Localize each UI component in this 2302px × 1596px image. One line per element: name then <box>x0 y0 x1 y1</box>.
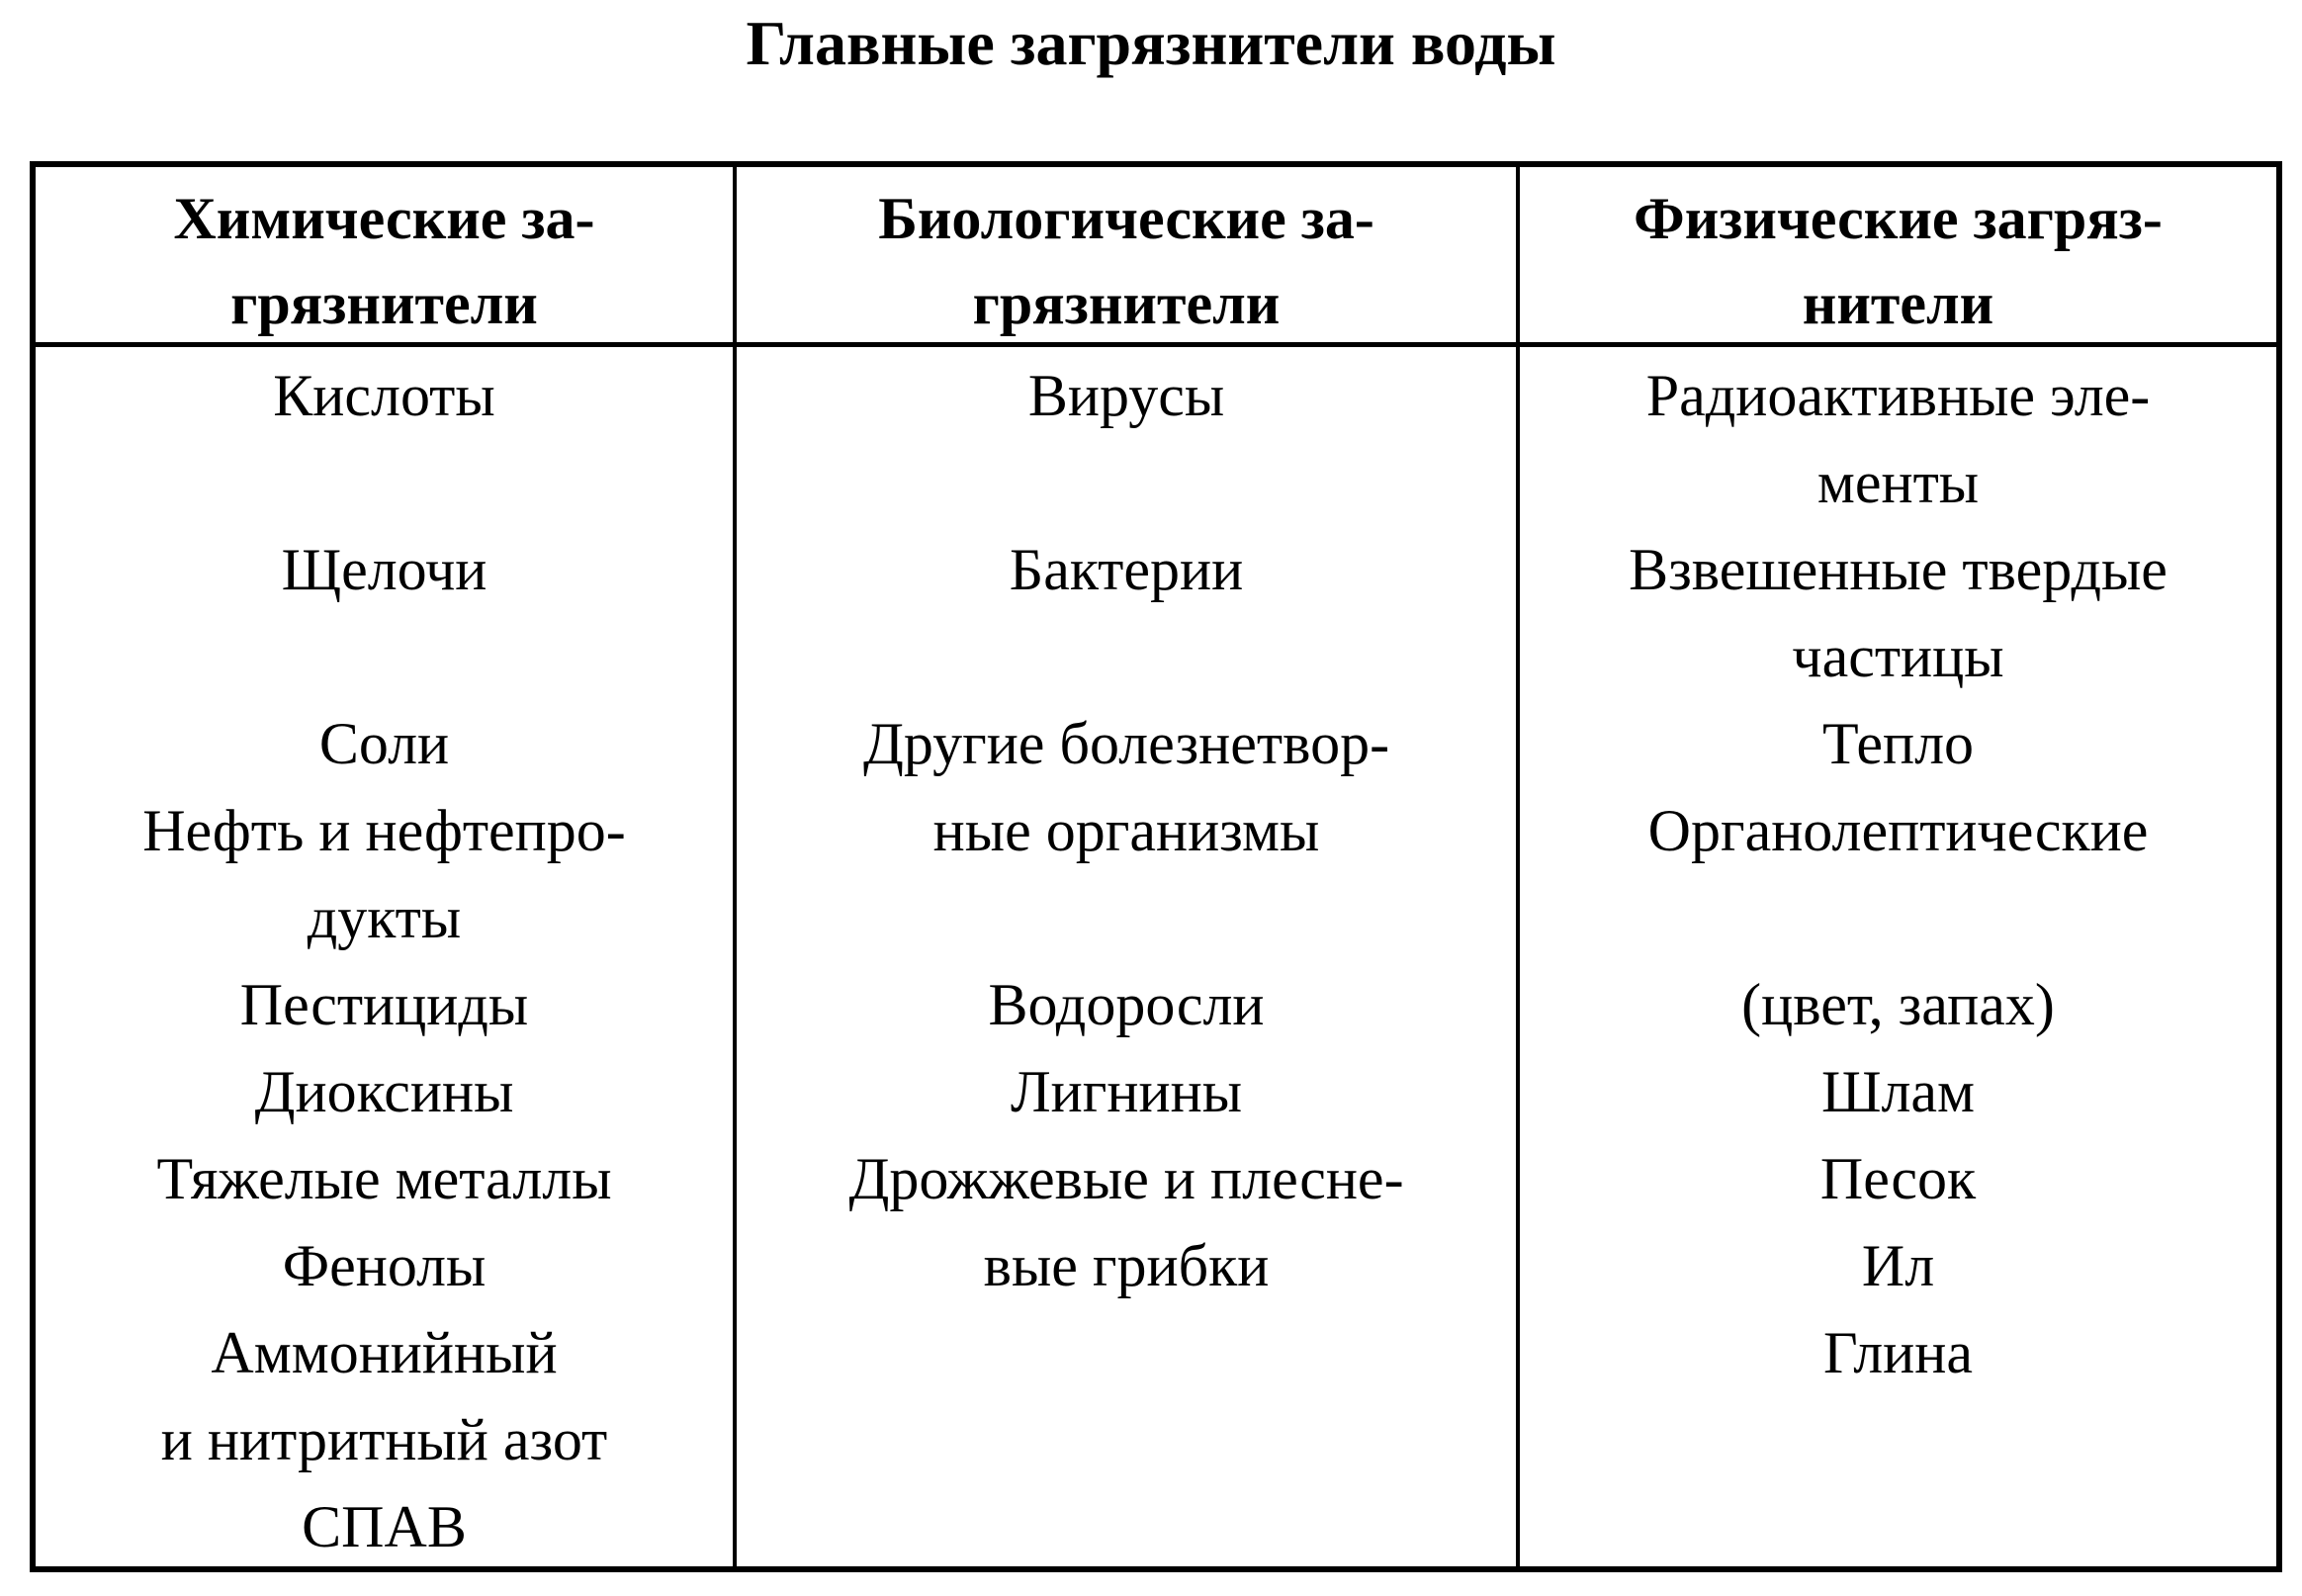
header-text: Физические загряз- <box>1634 186 2163 251</box>
list-item: Диоксины <box>254 1059 514 1124</box>
list-item: Аммонийный <box>211 1320 558 1385</box>
page-title: Главные загрязнители воды <box>746 8 1556 78</box>
list-item: ные организмы <box>932 798 1320 863</box>
header-text: Биологические за- <box>878 186 1374 251</box>
list-item: Другие болезнетвор- <box>862 711 1390 776</box>
list-item: менты <box>1816 450 1980 515</box>
list-item: вые грибки <box>983 1233 1270 1298</box>
header-text: нители <box>1802 271 1994 336</box>
list-item: Кислоты <box>273 363 495 428</box>
list-item: Глина <box>1823 1320 1973 1385</box>
list-item: Тяжелые металлы <box>156 1146 612 1211</box>
header-text: грязнители <box>972 271 1281 336</box>
list-item: Нефть и нефтепро- <box>142 798 626 863</box>
list-item: Органолептические <box>1647 798 2149 863</box>
list-item: Лигнины <box>1010 1059 1243 1124</box>
list-item: СПАВ <box>302 1494 467 1559</box>
list-item: Фенолы <box>282 1233 487 1298</box>
list-item: Шлам <box>1820 1059 1976 1124</box>
list-item: (цвет, запах) <box>1741 972 2055 1037</box>
column-chemical <box>36 352 733 1570</box>
list-item: Дрожжевые и плесне- <box>848 1146 1404 1211</box>
list-item: дукты <box>307 885 462 950</box>
list-item: Водоросли <box>988 972 1265 1037</box>
list-item: Песок <box>1819 1146 1977 1211</box>
list-item: и нитритный азот <box>160 1407 608 1472</box>
list-item: Ил <box>1861 1233 1935 1298</box>
header-text: грязнители <box>230 271 538 336</box>
list-item: частицы <box>1792 624 2004 689</box>
header-chemical <box>36 176 733 346</box>
list-item: Щелочи <box>281 537 487 602</box>
column-physical <box>1520 352 2276 1396</box>
list-item: Пестициды <box>239 972 529 1037</box>
header-physical <box>1520 176 2276 346</box>
list-item: Бактерии <box>1009 537 1244 602</box>
header-text: Химические за- <box>173 186 595 251</box>
column-biological <box>737 352 1516 1309</box>
list-item: Соли <box>318 711 450 776</box>
list-item: Вирусы <box>1027 363 1225 428</box>
header-biological <box>737 176 1516 346</box>
list-item: Тепло <box>1821 711 1975 776</box>
list-item: Взвешенные твердые <box>1629 537 2168 602</box>
list-item: Радиоактивные эле- <box>1645 363 2151 428</box>
